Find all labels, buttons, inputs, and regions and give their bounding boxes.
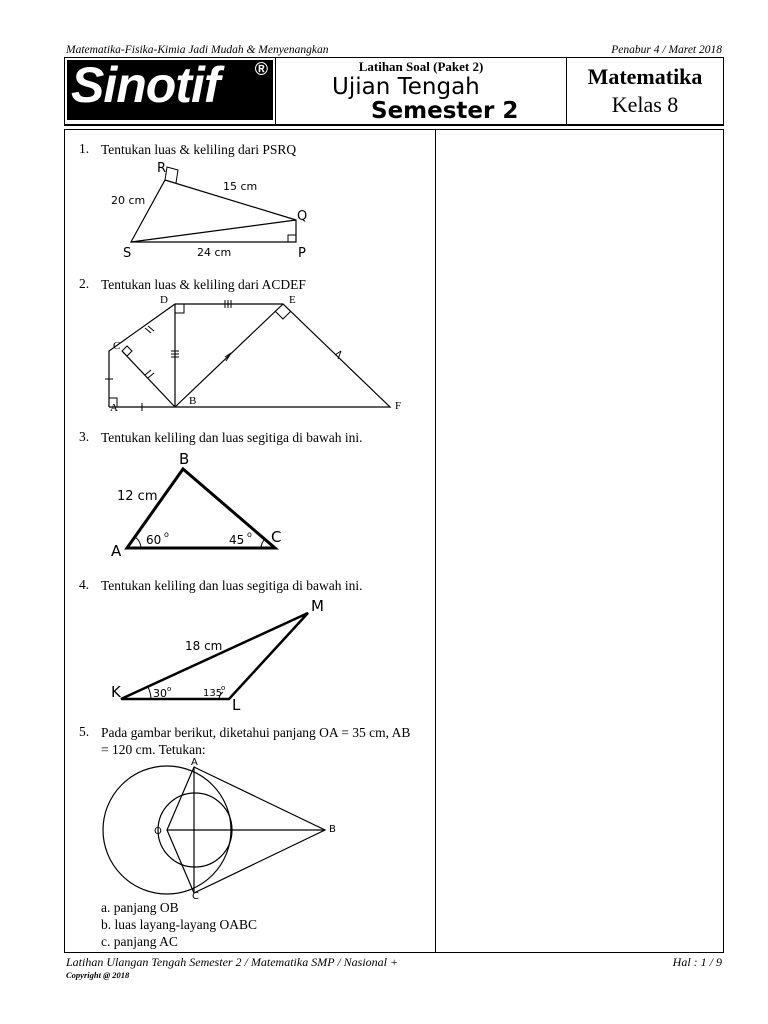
question-2 <box>65 276 435 296</box>
measure-sp: 24 cm <box>197 246 232 259</box>
measure-sr: 20 cm <box>111 194 146 207</box>
subject-name: Matematika <box>587 64 703 89</box>
label-c: C <box>192 891 199 900</box>
question-text: Pada gambar berikut, diketahui panjang OA = 35 cm, AB = 120 cm. Tetukan: <box>101 725 411 757</box>
degree-c: o <box>247 530 252 539</box>
degree-l: o <box>221 684 226 692</box>
label-q: Q <box>297 209 308 224</box>
header-tagline: Matematika-Fisika-Kimia Jadi Mudah & Menyenangkan <box>66 44 329 56</box>
angle-c: 45 <box>229 533 245 547</box>
label-l: L <box>232 696 241 711</box>
footer-course: Latihan Ulangan Tengah Semester 2 / Matematika SMP / Nasional + <box>66 955 399 969</box>
question-number: 5. <box>79 724 90 739</box>
measure-rq: 15 cm <box>223 180 258 193</box>
label-b: B <box>189 395 197 407</box>
question-number: 1. <box>79 141 90 156</box>
label-r: R <box>157 161 167 176</box>
exam-subtitle: Latihan Soal (Paket 2) <box>358 59 484 74</box>
question-number: 4. <box>79 577 90 592</box>
question-3 <box>65 429 435 449</box>
label-d: D <box>160 295 168 306</box>
exam-title-line1: Ujian Tengah <box>332 74 480 100</box>
label-c: C <box>271 528 282 546</box>
page-number: Hal : 1 / 9 <box>672 955 722 969</box>
label-s: S <box>123 246 132 261</box>
question-sheet <box>64 129 724 953</box>
question-text: Tentukan luas & keliling dari PSRQ <box>101 142 297 157</box>
logo-text: Sinotif <box>71 57 220 113</box>
column-divider <box>435 130 436 952</box>
label-a: A <box>111 542 122 560</box>
label-p: P <box>298 246 306 261</box>
header-date: Penabur 4 / Maret 2018 <box>611 44 722 56</box>
degree-a: o <box>164 530 169 539</box>
figure-kite-oabc <box>65 756 435 900</box>
label-o: O <box>154 826 162 837</box>
subject-cell <box>567 58 723 124</box>
label-a: A <box>110 402 118 414</box>
degree-k: o <box>167 685 172 693</box>
question-text: Tentukan keliling dan luas segitiga di bawah ini. <box>101 578 363 593</box>
question-text: Tentukan luas & keliling dari ACDEF <box>101 277 306 292</box>
figure-psrq <box>65 158 435 264</box>
measure-km: 18 cm <box>185 639 223 653</box>
option-c: c. panjang AC <box>101 934 178 949</box>
exam-title-cell <box>275 58 567 124</box>
option-a: a. panjang OB <box>101 900 179 915</box>
question-text: Tentukan keliling dan luas segitiga di bawah ini. <box>101 430 363 445</box>
label-a: A <box>191 757 198 768</box>
label-m: M <box>311 597 324 615</box>
sinotif-logo <box>67 57 273 120</box>
label-e: E <box>289 295 296 306</box>
angle-l: 135 <box>203 688 223 699</box>
figure-triangle-klm <box>65 596 435 711</box>
question-number: 3. <box>79 429 90 444</box>
label-b: B <box>179 450 190 468</box>
exam-title-line2: Semester 2 <box>371 98 519 124</box>
question-number: 2. <box>79 276 90 291</box>
title-block <box>64 57 724 126</box>
registered-mark: ® <box>254 59 268 79</box>
angle-a: 60 <box>146 533 162 547</box>
copyright: Copyright @ 2018 <box>66 970 130 980</box>
grade-level: Kelas 8 <box>611 92 679 117</box>
label-k: K <box>111 683 121 701</box>
angle-k: 30 <box>153 687 167 700</box>
question-4 <box>65 577 435 597</box>
measure-ab: 12 cm <box>117 489 158 504</box>
figure-acdef <box>65 295 435 415</box>
option-b: b. luas layang-layang OABC <box>101 917 257 932</box>
label-b: B <box>329 824 336 835</box>
label-f: F <box>395 400 402 412</box>
figure-triangle-abc <box>65 448 435 563</box>
label-c: C <box>113 340 121 352</box>
